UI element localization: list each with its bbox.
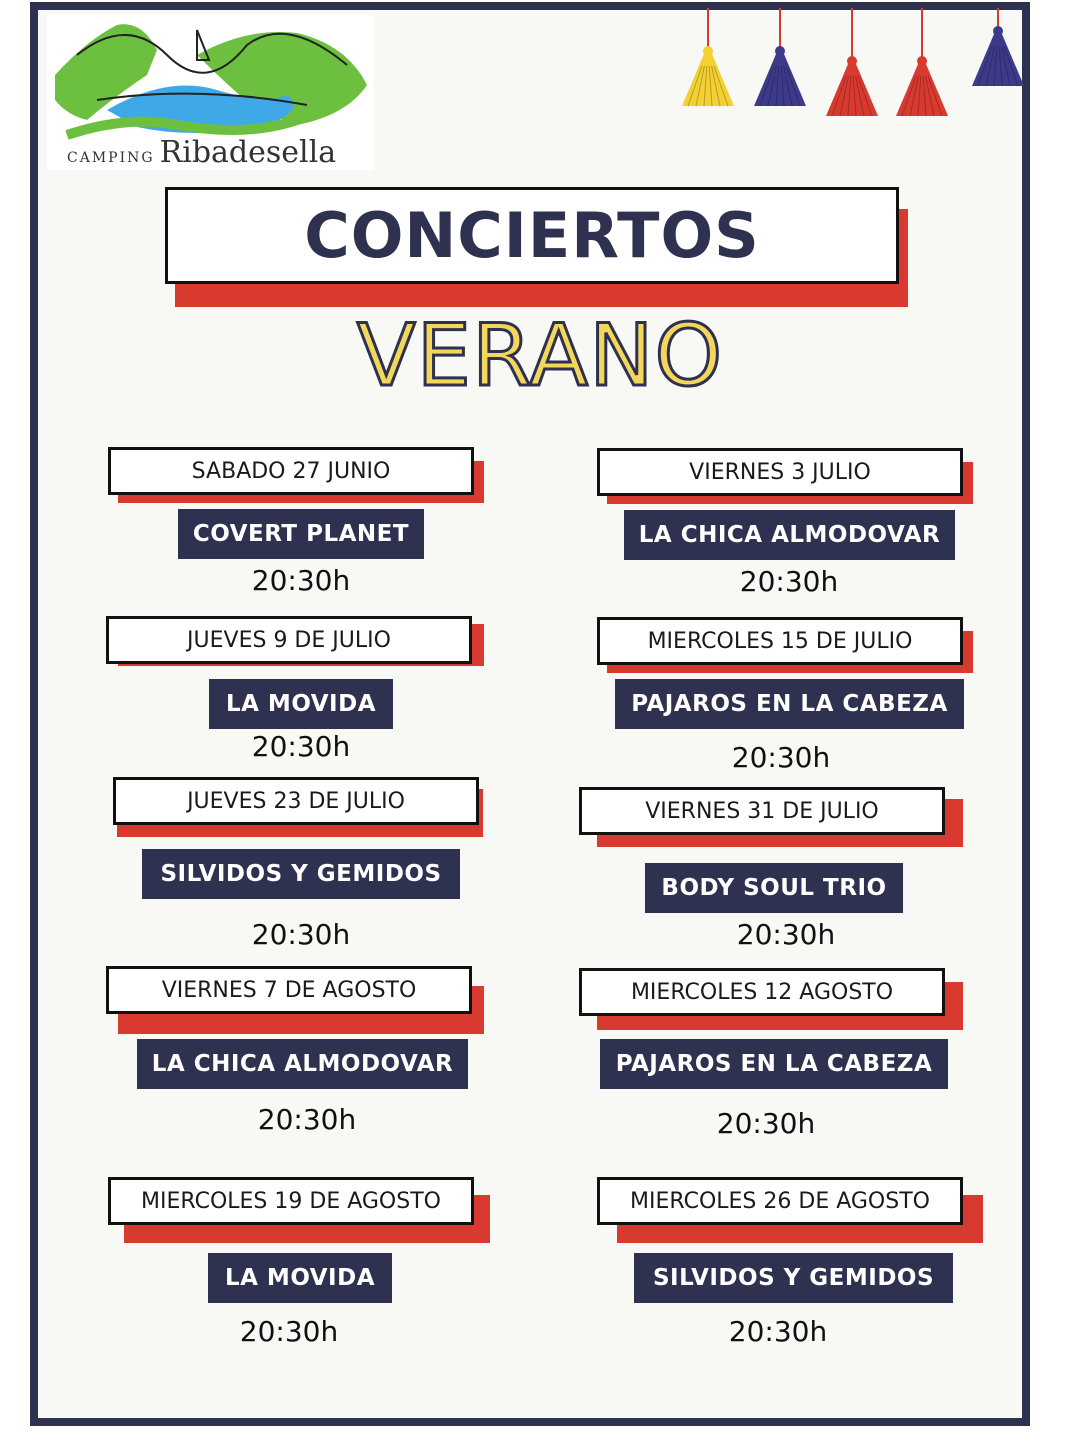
- tassel-icon: [754, 8, 806, 106]
- camping-logo: [47, 15, 374, 170]
- tassel-icon: [682, 8, 734, 106]
- concert-date: MIERCOLES 12 AGOSTO: [579, 968, 945, 1016]
- concert-band: COVERT PLANET: [178, 509, 424, 559]
- concert-date-banner: [113, 777, 483, 837]
- concert-date-banner: [108, 1177, 490, 1243]
- title-banner: [165, 187, 910, 309]
- concert-time: 20:30h: [239, 1315, 339, 1348]
- tassel-icon: [896, 8, 948, 116]
- tassels-decoration-icon: [670, 8, 1040, 123]
- concert-date: VIERNES 7 DE AGOSTO: [106, 966, 472, 1014]
- concert-band: SILVIDOS Y GEMIDOS: [142, 849, 460, 899]
- concert-date-banner: [597, 448, 973, 504]
- tassel-icon: [972, 8, 1024, 86]
- concert-time: 20:30h: [736, 918, 836, 951]
- concert-date-banner: [108, 447, 484, 503]
- concert-date-banner: [597, 1177, 983, 1243]
- concert-time: 20:30h: [716, 1107, 816, 1140]
- concert-band: LA MOVIDA: [209, 679, 393, 729]
- concert-date-banner: [579, 787, 963, 847]
- concert-date: JUEVES 9 DE JULIO: [106, 616, 472, 664]
- page-subtitle: VERANO: [356, 306, 724, 406]
- concert-date-banner: [106, 966, 484, 1034]
- concert-date: MIERCOLES 19 DE AGOSTO: [108, 1177, 474, 1225]
- concert-date-banner: [579, 968, 963, 1030]
- concert-band: BODY SOUL TRIO: [645, 863, 903, 913]
- concert-time: 20:30h: [257, 1103, 357, 1136]
- logo-name: Ribadesella: [159, 135, 337, 170]
- concert-date: SABADO 27 JUNIO: [108, 447, 474, 495]
- concert-time: 20:30h: [728, 1315, 828, 1348]
- concert-time: 20:30h: [251, 918, 351, 951]
- concert-band: PAJAROS EN LA CABEZA: [615, 679, 964, 729]
- concert-time: 20:30h: [739, 565, 839, 598]
- concert-date: VIERNES 3 JULIO: [597, 448, 963, 496]
- concert-band: LA CHICA ALMODOVAR: [137, 1039, 468, 1089]
- concert-date-banner: [597, 617, 973, 673]
- logo-prefix: CAMPING: [67, 150, 155, 166]
- concert-date-banner: [106, 616, 484, 666]
- concert-time: 20:30h: [731, 741, 831, 774]
- concert-band: PAJAROS EN LA CABEZA: [600, 1039, 948, 1089]
- concert-band: LA MOVIDA: [208, 1253, 392, 1303]
- concert-time: 20:30h: [251, 730, 351, 763]
- tassel-icon: [826, 8, 878, 116]
- concert-band: LA CHICA ALMODOVAR: [624, 510, 955, 560]
- concert-band: SILVIDOS Y GEMIDOS: [634, 1253, 953, 1303]
- concert-date: JUEVES 23 DE JULIO: [113, 777, 479, 825]
- concert-date: MIERCOLES 26 DE AGOSTO: [597, 1177, 963, 1225]
- page-title: CONCIERTOS: [165, 187, 899, 284]
- concert-time: 20:30h: [251, 564, 351, 597]
- concert-date: MIERCOLES 15 DE JULIO: [597, 617, 963, 665]
- concert-date: VIERNES 31 DE JULIO: [579, 787, 945, 835]
